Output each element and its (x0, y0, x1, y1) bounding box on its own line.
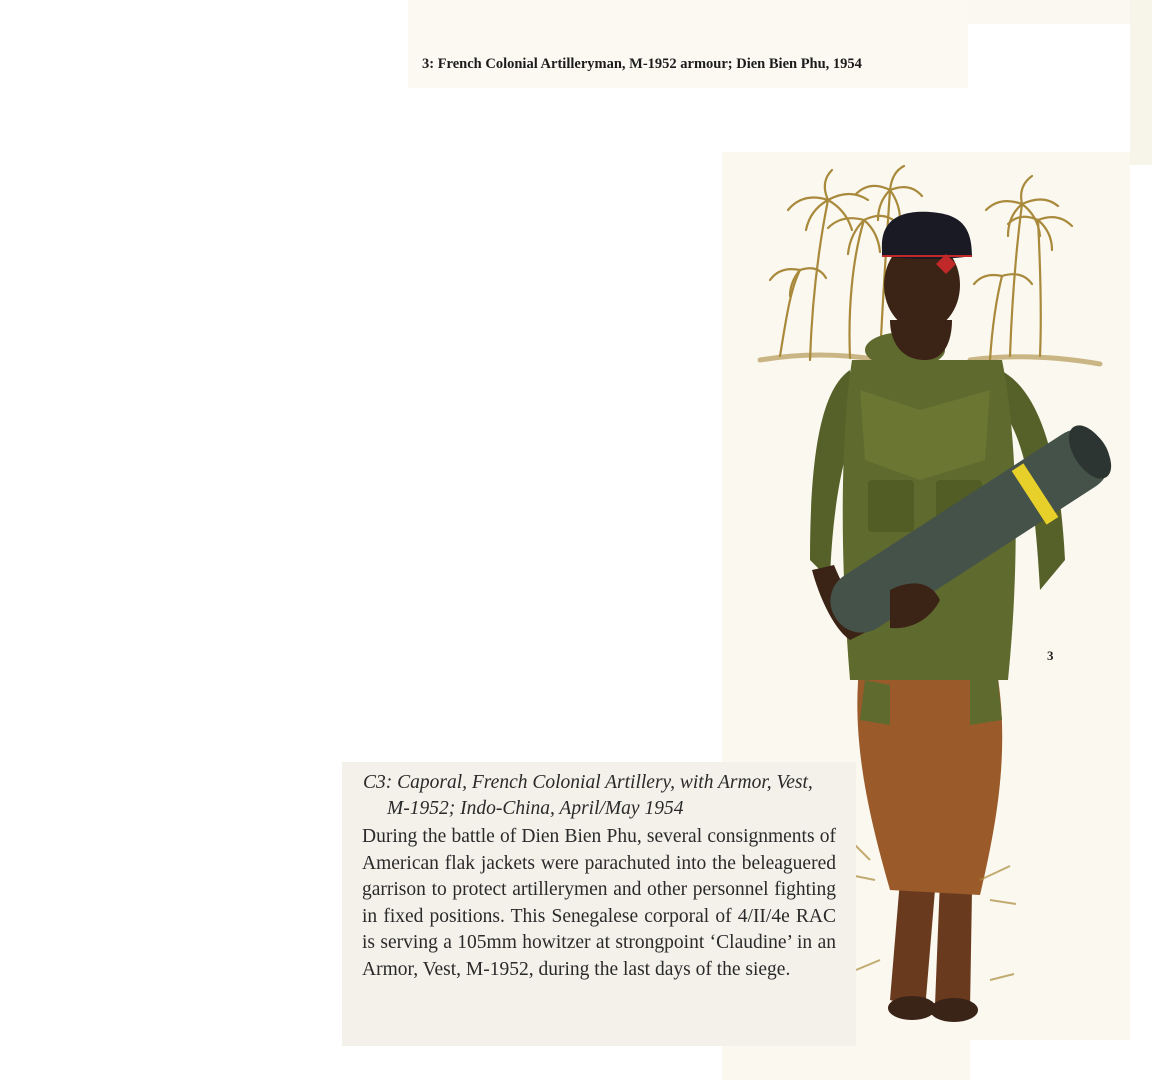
description-body: During the battle of Dien Bien Phu, several consignments of American flak jackets were parachuted into the beleaguered garrison to protect artillerymen and other personnel fighting in fixed positions. This Senegalese corporal of 4/II/4e RAC is serving a 105mm howitzer at strongpoint ‘Claudine’ in an Armor, Vest, M-1952, during the last days of the siege. (362, 826, 836, 980)
description-title-line2: M-1952; Indo-China, April/May 1954 (387, 798, 684, 819)
top-right-page-strip (968, 0, 1130, 24)
plate-panel-lower (722, 1040, 970, 1080)
plate-caption: 3: French Colonial Artilleryman, M-1952 armour; Dien Bien Phu, 1954 (422, 56, 862, 72)
plate-number: 3 (1047, 648, 1054, 663)
right-page-strip (1130, 0, 1152, 165)
description-title (363, 770, 843, 822)
description-title-line1: C3: Caporal, French Colonial Artillery, with Armor, Vest, (363, 772, 813, 793)
top-page-strip (408, 0, 968, 88)
